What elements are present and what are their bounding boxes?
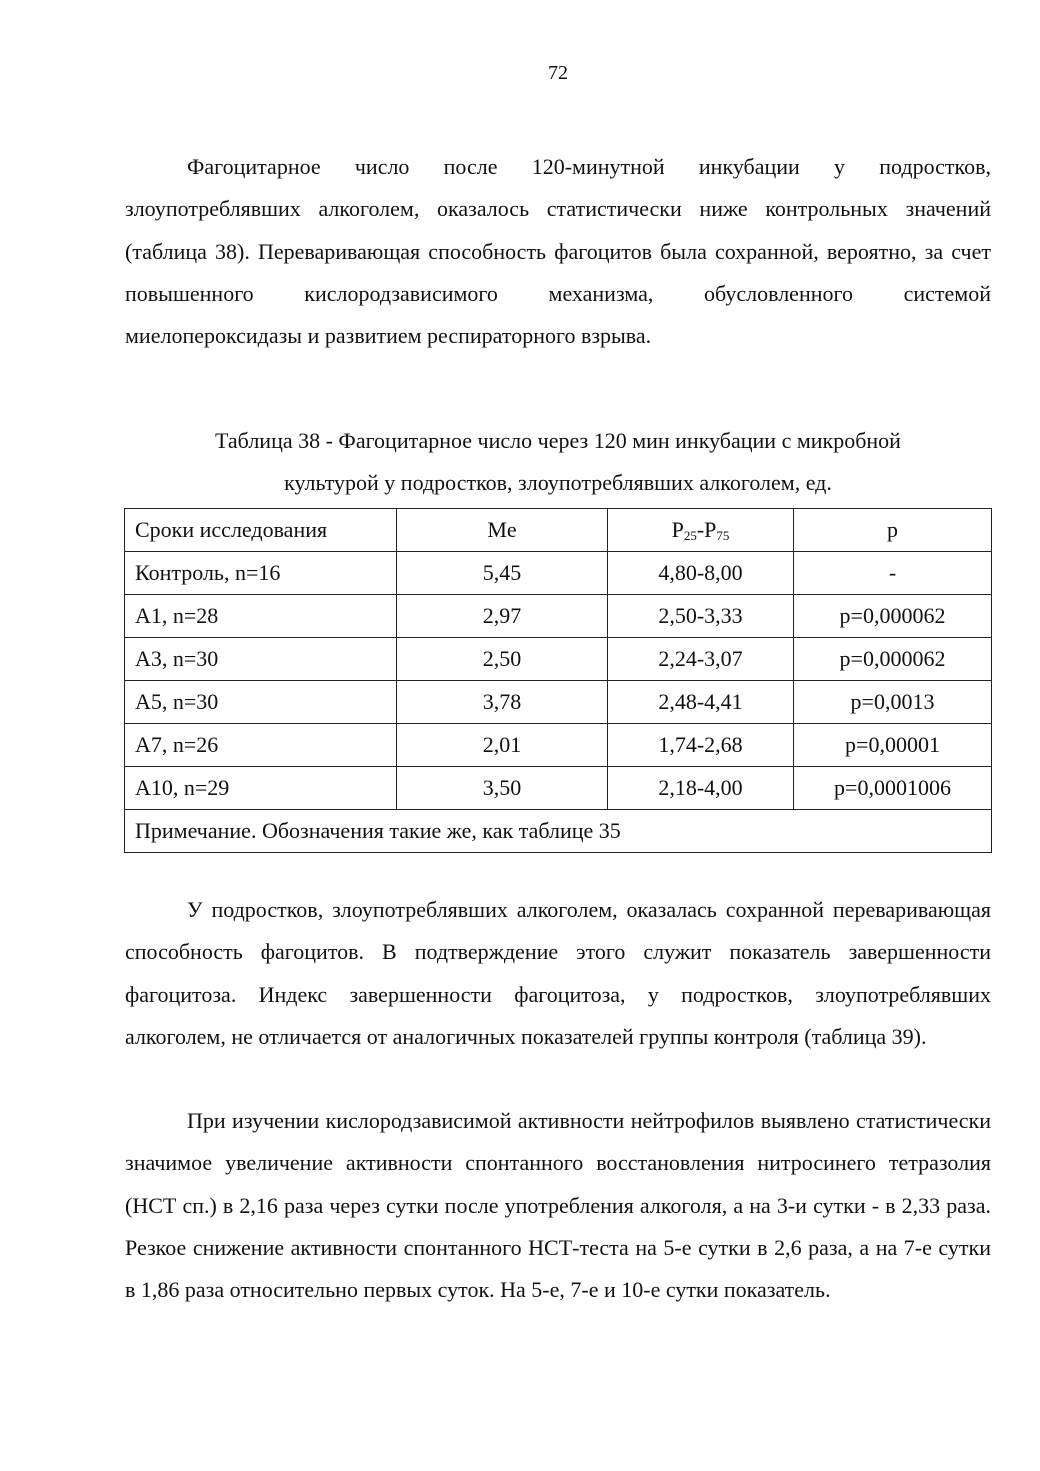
header-percentiles — [608, 509, 794, 552]
cell-range: 4,80-8,00 — [608, 552, 794, 595]
header-p75-letter: -P — [696, 517, 717, 542]
table-row — [125, 767, 992, 810]
header-p75-sub: 75 — [716, 528, 730, 543]
cell-range: 2,24-3,07 — [608, 638, 794, 681]
cell-p-value: p=0,00001 — [794, 724, 992, 767]
table-row — [125, 681, 992, 724]
table-caption-line-1: Таблица 38 - Фагоцитарное число через 120 мин инкубации с микробной — [215, 428, 901, 453]
header-p25-letter: P — [671, 517, 684, 542]
table-row — [125, 638, 992, 681]
cell-p-value: p=0,0013 — [794, 681, 992, 724]
cell-median: 3,50 — [397, 767, 608, 810]
cell-range: 2,48-4,41 — [608, 681, 794, 724]
table-header-row — [125, 509, 992, 552]
paragraph-3: При изучении кислородзависимой активности нейтрофилов выявлено статистически значимое увеличение активности спонтанного восстановления нитросинего тетразолия (НСТ сп.) в 2,16 раза через сутки после употребления алкоголя, а на 3-и сутки - в 2,33 раза. Резкое снижение активности спонтанного НСТ-теста на 5-е сутки в 2,6 раза, а на 7-е сутки в 1,86 раза относительно первых суток. На 5-е, 7-е и 10-е сутки показатель. — [125, 1108, 991, 1303]
header-term: Сроки исследования — [125, 509, 397, 552]
cell-term: Контроль, n=16 — [125, 552, 397, 595]
cell-term: A7, n=26 — [125, 724, 397, 767]
header-p-value: p — [794, 509, 992, 552]
cell-term: A10, n=29 — [125, 767, 397, 810]
cell-term: A1, n=28 — [125, 595, 397, 638]
cell-p-value: p=0,0001006 — [794, 767, 992, 810]
table-row — [125, 595, 992, 638]
cell-p-value: p=0,000062 — [794, 595, 992, 638]
cell-median: 2,97 — [397, 595, 608, 638]
cell-p-value: p=0,000062 — [794, 638, 992, 681]
cell-term: A5, n=30 — [125, 681, 397, 724]
cell-median: 3,78 — [397, 681, 608, 724]
data-table — [124, 508, 992, 853]
header-median: Me — [397, 509, 608, 552]
cell-range: 2,18-4,00 — [608, 767, 794, 810]
cell-median: 2,01 — [397, 724, 608, 767]
paragraph-1: Фагоцитарное число после 120-минутной инкубации у подростков, злоупотреблявших алкоголем, оказалось статистически ниже контрольных значений (таблица 38). Переваривающая способность фагоцитов была сохранной, вероятно, за счет повышенного кислородзависимого механизма, обусловленного системой миелопероксидазы и развитием респираторного взрыва. — [125, 154, 991, 349]
header-p25-sub: 25 — [683, 528, 697, 543]
table-caption — [125, 420, 991, 504]
paragraph-2: У подростков, злоупотреблявших алкоголем, оказалась сохранной переваривающая способность фагоцитов. В подтверждение этого служит показатель завершенности фагоцитоза. Индекс завершенности фагоцитоза, у подростков, злоупотреблявших алкоголем, не отличается от аналогичных показателей группы контроля (таблица 39). — [125, 897, 991, 1049]
cell-median: 5,45 — [397, 552, 608, 595]
table-row — [125, 552, 992, 595]
cell-median: 2,50 — [397, 638, 608, 681]
cell-term: A3, n=30 — [125, 638, 397, 681]
cell-range: 2,50-3,33 — [608, 595, 794, 638]
cell-range: 1,74-2,68 — [608, 724, 794, 767]
cell-p-value: - — [794, 552, 992, 595]
table-note: Примечание. Обозначения такие же, как таблице 35 — [125, 810, 992, 853]
table-caption-line-2: культурой у подростков, злоупотреблявших алкоголем, ед. — [284, 470, 832, 495]
table-row — [125, 724, 992, 767]
table-note-row — [125, 810, 992, 853]
page-number: 72 — [548, 62, 568, 84]
